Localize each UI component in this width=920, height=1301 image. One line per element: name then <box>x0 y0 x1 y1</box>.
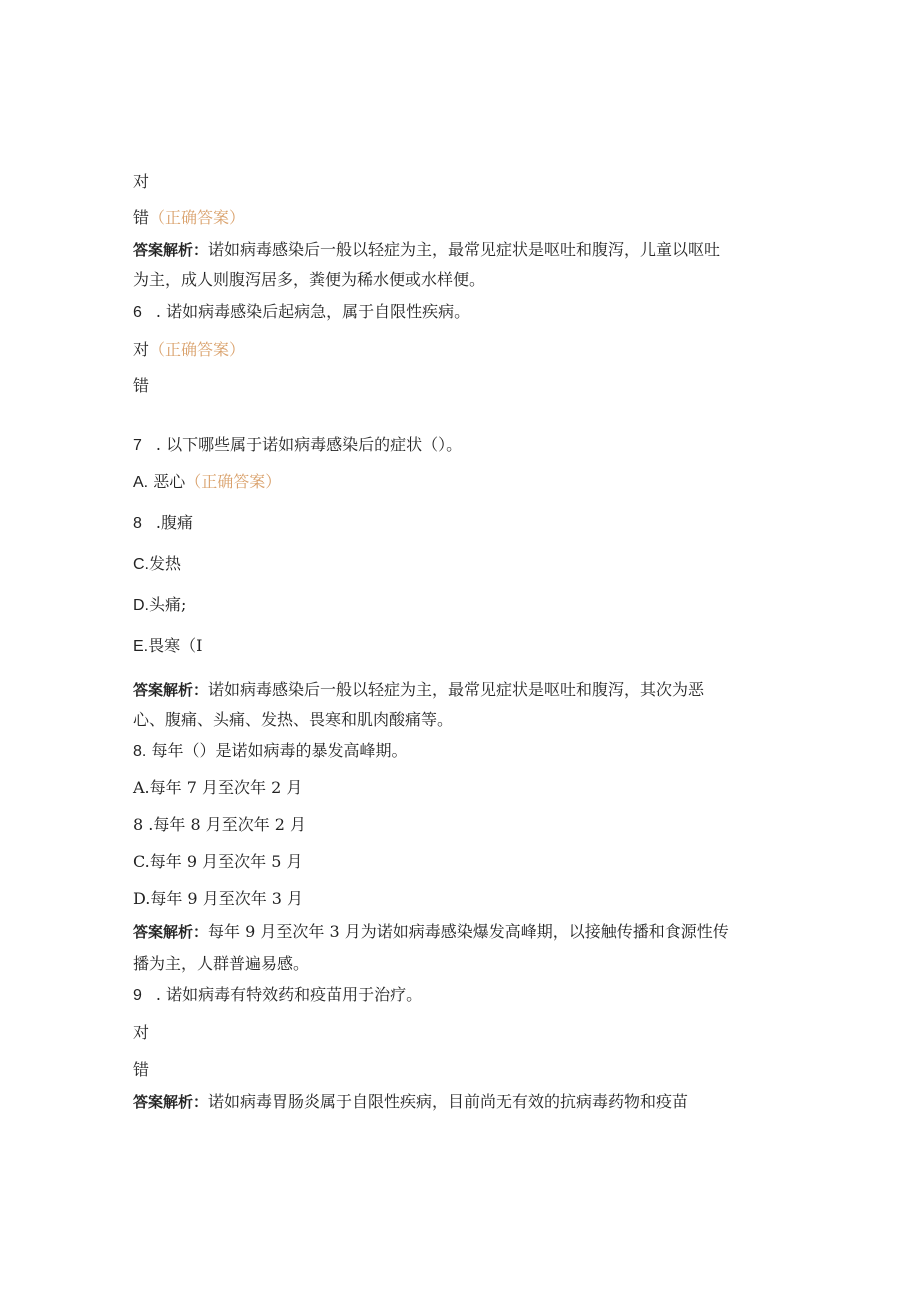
q9-analysis-text-1: 诺如病毒胃肠炎属于自限性疾病，目前尚无有效的抗病毒药物和疫苗 <box>208 1092 689 1111</box>
q5-analysis <box>133 240 720 260</box>
q7-option-e-text: 畏寒（I <box>148 636 203 655</box>
q9-option-true[interactable] <box>133 1023 149 1043</box>
q5-option-false-text: 错 <box>133 208 150 227</box>
q7-option-c-prefix: C. <box>133 556 149 573</box>
q7-option-b-prefix: 8 <box>133 515 142 532</box>
q8-analysis-text-1: 每年 9 月至次年 3 月为诺如病毒感染爆发高峰期，以接触传播和食源性传 <box>208 922 729 941</box>
q7-option-a[interactable] <box>133 472 281 493</box>
q7-option-a-prefix: A. <box>133 474 149 491</box>
q7-option-c-text: 发热 <box>149 554 182 573</box>
q7-option-c[interactable] <box>133 554 181 575</box>
q9-option-false-text: 错 <box>133 1060 150 1079</box>
q9-analysis <box>133 1092 688 1112</box>
q6-number: 6 <box>133 304 142 321</box>
q6-option-false-text: 错 <box>133 376 150 395</box>
q8-option-c-text: C.每年 9 月至次年 5 月 <box>133 852 303 871</box>
q6-option-true-text: 对 <box>133 340 150 359</box>
q8-option-b-text: 8 .每年 8 月至次年 2 月 <box>133 815 307 834</box>
q5-option-false[interactable] <box>133 208 245 228</box>
q8-question <box>133 741 407 762</box>
q7-option-a-text: 恶心 <box>153 472 186 491</box>
q9-option-false[interactable] <box>133 1060 149 1080</box>
q7-option-d-text: 头痛; <box>149 595 187 614</box>
q5-option-true-text: 对 <box>133 172 150 191</box>
q8-text: 每年（）是诺如病毒的暴发高峰期。 <box>151 741 408 760</box>
q6-option-true[interactable] <box>133 340 245 360</box>
q7-question <box>133 435 462 456</box>
q5-option-true[interactable] <box>133 172 149 192</box>
q5-analysis-text-2: 为主，成人则腹泻居多，粪便为稀水便或水样便。 <box>133 270 486 289</box>
q8-option-a[interactable] <box>133 778 302 798</box>
analysis-label: 答案解析： <box>133 241 209 259</box>
q8-option-a-text: A.每年 7 月至次年 2 月 <box>133 778 303 797</box>
q7-text: . 以下哪些属于诺如病毒感染后的症状（）。 <box>155 435 463 454</box>
q6-question <box>133 302 470 323</box>
q6-text: . 诺如病毒感染后起病急，属于自限性疾病。 <box>155 302 471 321</box>
q9-number: 9 <box>133 987 142 1004</box>
q7-analysis-cont <box>133 710 453 730</box>
q9-option-true-text: 对 <box>133 1023 150 1042</box>
q7-analysis <box>133 680 704 700</box>
correct-answer-mark: （正确答案） <box>149 208 246 227</box>
q8-number: 8. <box>133 743 147 760</box>
q8-option-b[interactable] <box>133 815 306 835</box>
q8-analysis <box>133 922 729 942</box>
q7-option-e[interactable] <box>133 636 202 657</box>
q7-option-b[interactable] <box>133 513 193 534</box>
analysis-label: 答案解析： <box>133 923 209 941</box>
q7-option-d-prefix: D. <box>133 597 149 614</box>
q7-analysis-text-2: 心、腹痛、头痛、发热、畏寒和肌肉酸痛等。 <box>133 710 454 729</box>
q8-option-c[interactable] <box>133 852 302 872</box>
correct-answer-mark: （正确答案） <box>149 340 246 359</box>
q7-analysis-text-1: 诺如病毒感染后一般以轻症为主，最常见症状是呕吐和腹泻，其次为恶 <box>208 680 705 699</box>
q5-analysis-cont <box>133 270 485 290</box>
q8-option-d[interactable] <box>133 889 303 909</box>
q9-text: . 诺如病毒有特效药和疫苗用于治疗。 <box>155 985 423 1004</box>
q7-number: 7 <box>133 437 142 454</box>
q7-option-b-text: .腹痛 <box>155 513 193 532</box>
q8-option-d-text: D.每年 9 月至次年 3 月 <box>133 889 304 908</box>
q5-analysis-text-1: 诺如病毒感染后一般以轻症为主，最常见症状是呕吐和腹泻，儿童以呕吐 <box>208 240 721 259</box>
analysis-label: 答案解析： <box>133 1093 209 1111</box>
correct-answer-mark: （正确答案） <box>185 472 282 491</box>
q9-question <box>133 985 422 1006</box>
q6-option-false[interactable] <box>133 376 149 396</box>
q7-option-d[interactable] <box>133 595 186 616</box>
q7-option-e-prefix: E. <box>133 638 149 655</box>
q8-analysis-cont <box>133 954 309 974</box>
analysis-label: 答案解析： <box>133 681 209 699</box>
q8-analysis-text-2: 播为主，人群普遍易感。 <box>133 954 310 973</box>
